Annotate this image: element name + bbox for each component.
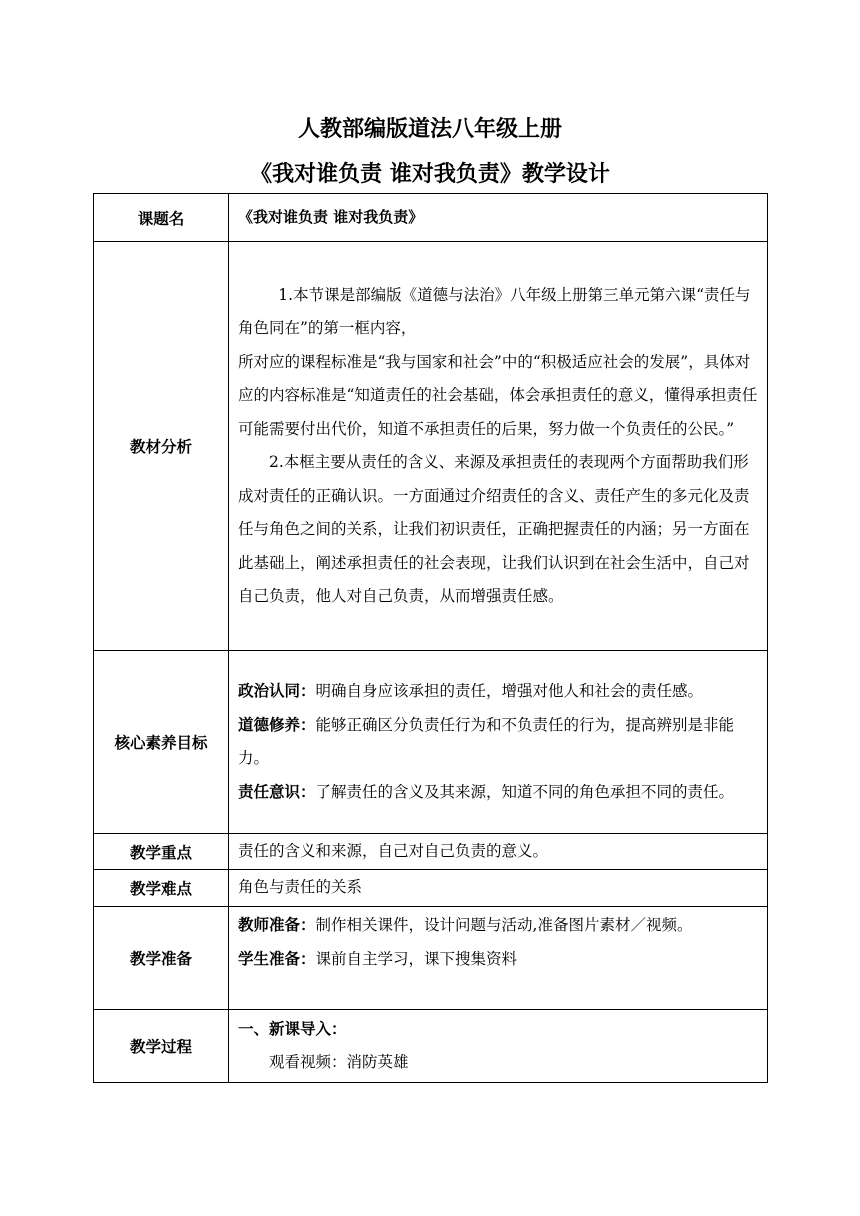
core-item-key: 道德修养： bbox=[238, 715, 316, 734]
label-teaching-preparation: 教学准备 bbox=[94, 907, 229, 1010]
process-text: 观看视频：消防英雄 bbox=[269, 1053, 409, 1071]
content-teaching-process bbox=[229, 1010, 768, 1083]
core-item-key: 政治认同： bbox=[238, 682, 316, 700]
value-teaching-difficulty: 角色与责任的关系 bbox=[229, 870, 768, 907]
row-material-analysis bbox=[94, 242, 768, 651]
core-item bbox=[238, 776, 758, 810]
core-item-key: 责任意识： bbox=[238, 782, 316, 801]
label-material-analysis: 教材分析 bbox=[94, 242, 229, 651]
core-item-text: 能够正确区分负责任行为和不负责任的行为，提高辨别是非能力。 bbox=[238, 715, 735, 767]
student-preparation bbox=[238, 943, 758, 977]
content-teaching-preparation bbox=[229, 907, 768, 1010]
core-item-text: 明确自身应该承担的责任，增强对他人和社会的责任感。 bbox=[315, 682, 704, 700]
core-item bbox=[238, 675, 758, 709]
row-teaching-focus bbox=[94, 834, 768, 870]
core-item-text: 了解责任的含义及其来源，知道不同的角色承担不同的责任。 bbox=[315, 782, 735, 801]
value-lesson-name: 《我对谁负责 谁对我负责》 bbox=[229, 194, 768, 242]
label-lesson-name: 课题名 bbox=[94, 194, 229, 242]
teacher-preparation-key: 教师准备： bbox=[238, 916, 316, 934]
core-item bbox=[238, 709, 758, 776]
row-lesson-name bbox=[94, 194, 768, 242]
row-teaching-difficulty bbox=[94, 870, 768, 907]
label-core-literacy: 核心素养目标 bbox=[94, 651, 229, 834]
analysis-paragraph-1b: 所对应的课程标准是“我与国家和社会”中的“积极适应社会的发展”，具体对应的内容标准是“知道责任的社会基础，体会承担责任的意义，懂得承担责任可能需要付出代价，知道不承担责任的后果，努力做一个负责任的公民。” bbox=[238, 352, 758, 438]
label-teaching-focus: 教学重点 bbox=[94, 834, 229, 870]
content-material-analysis bbox=[229, 242, 768, 651]
student-preparation-text: 课前自主学习，课下搜集资料 bbox=[315, 949, 518, 968]
row-teaching-process bbox=[94, 1010, 768, 1083]
analysis-paragraph-1a: 1.本节课是部编版《道德与法治》八年级上册第三单元第六课“责任与角色同在”的第一框内容， bbox=[238, 285, 751, 337]
teacher-preparation bbox=[238, 909, 758, 943]
teacher-preparation-text: 制作相关课件，设计问题与活动,准备图片素材／视频。 bbox=[315, 916, 693, 934]
process-heading: 一、新课导入： bbox=[238, 1019, 347, 1038]
label-teaching-process: 教学过程 bbox=[94, 1010, 229, 1083]
document-subtitle: 《我对谁负责 谁对我负责》教学设计 bbox=[250, 162, 610, 187]
analysis-paragraph-2: 2.本框主要从责任的含义、来源及承担责任的表现两个方面帮助我们形成对责任的正确认识。一方面通过介绍责任的含义、责任产生的多元化及责任与角色之间的关系，让我们初识责任，正确把握责任的内涵；另一方面在此基础上，阐述承担责任的社会表现，让我们认识到在社会生活中，自己对自己负责，他人对自己负责，从而增强责任感。 bbox=[238, 453, 750, 605]
student-preparation-key: 学生准备： bbox=[238, 949, 316, 968]
row-core-literacy bbox=[94, 651, 768, 834]
lesson-plan-table bbox=[93, 193, 768, 1083]
row-teaching-preparation bbox=[94, 907, 768, 1010]
label-teaching-difficulty: 教学难点 bbox=[94, 870, 229, 907]
content-core-literacy bbox=[229, 651, 768, 834]
value-teaching-focus: 责任的含义和来源，自己对自己负责的意义。 bbox=[229, 834, 768, 870]
document-title: 人教部编版道法八年级上册 bbox=[297, 117, 562, 142]
